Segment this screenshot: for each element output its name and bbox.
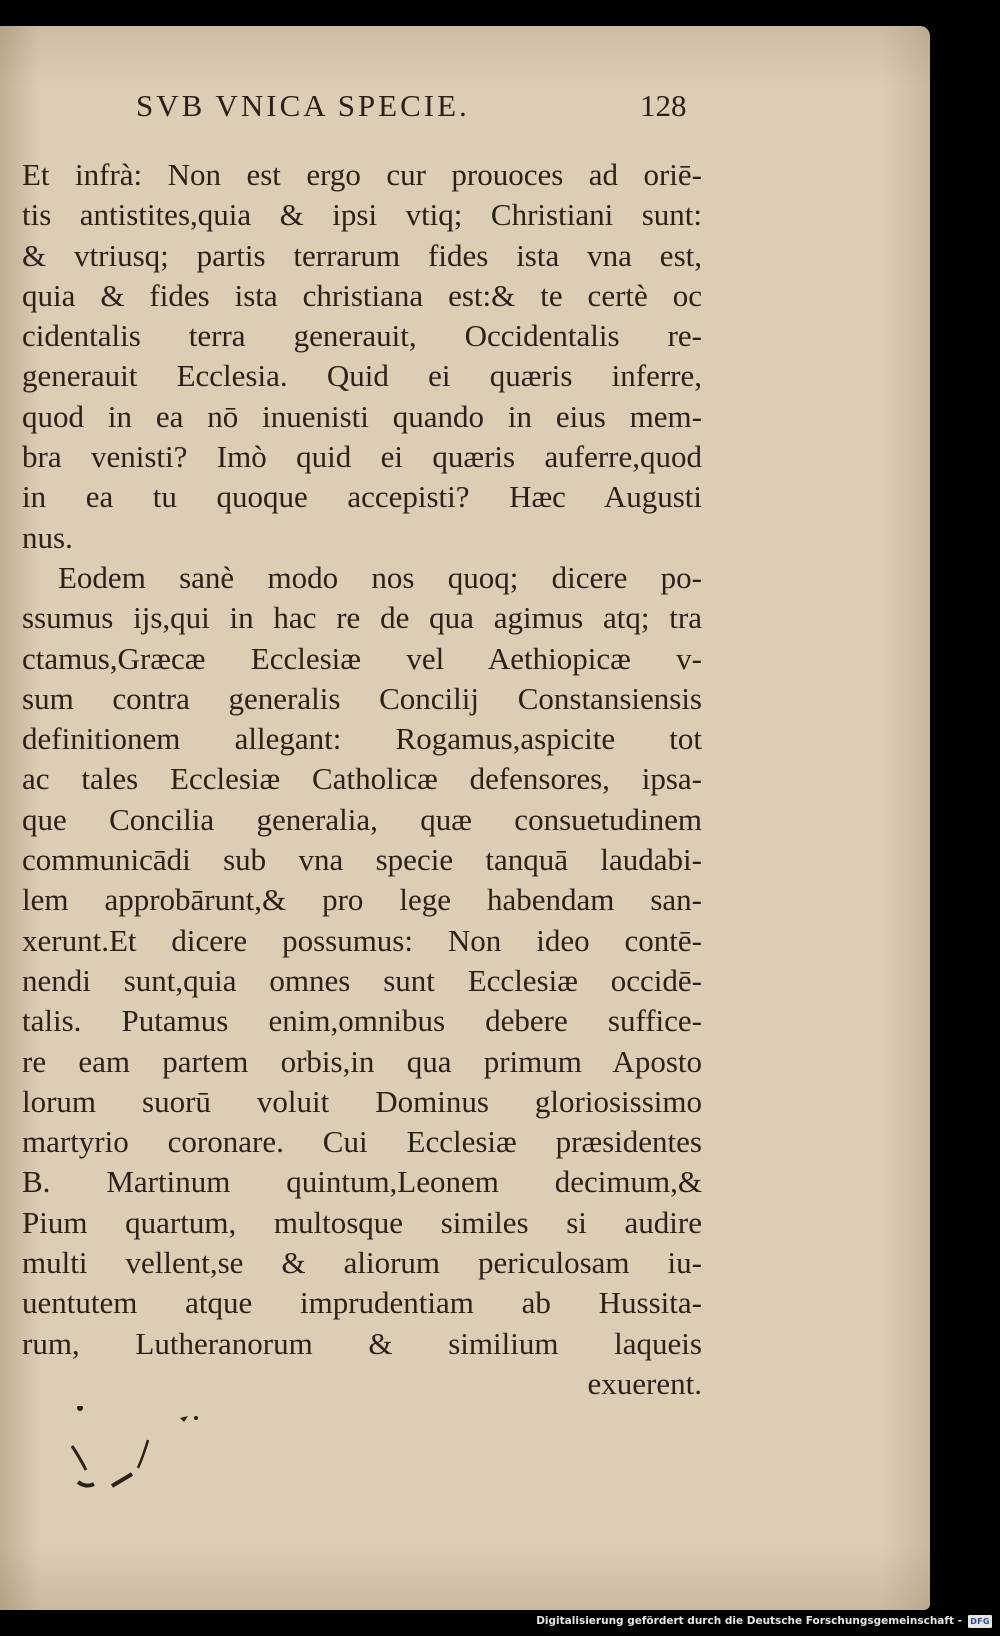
text-line: & vtriusq; partis terrarum fides ista vna est,	[22, 237, 702, 273]
text-line: quia & fides ista christiana est:& te certè oc	[22, 277, 702, 313]
text-line: tis antistites,quia & ipsi vtiq; Christiani sunt:	[22, 197, 702, 233]
text-line: ac tales Ecclesiæ Catholicæ defensores, ipsa-	[22, 761, 702, 797]
text-line: nus.	[22, 519, 73, 555]
text-line: ssumus ijs,qui in hac re de qua agimus atq; tra	[22, 600, 702, 636]
text-line: cidentalis terra generauit, Occidentalis re-	[22, 318, 702, 354]
text-line: Pium quartum, multosque similes si audire	[22, 1204, 702, 1240]
text-line: multi vellent,se & aliorum periculosam iu-	[22, 1245, 702, 1281]
text-line: talis. Putamus enim,omnibus debere suffice-	[22, 1003, 702, 1039]
text-line: communicādi sub vna specie tanquā laudabi-	[22, 842, 702, 878]
text-line: Et infrà: Non est ergo cur prouoces ad oriē-	[22, 157, 702, 192]
text-line: ctamus,Græcæ Ecclesiæ vel Aethiopicæ v-	[22, 640, 702, 676]
text-line: que Concilia generalia, quæ consuetudinem	[22, 801, 702, 837]
text-line: bra venisti? Imò quid ei quæris auferre,quod	[22, 439, 702, 475]
text-line: lem approbārunt,& pro lege habendam san-	[22, 882, 702, 918]
catchword: exuerent.	[587, 1365, 702, 1401]
digitization-footer	[536, 1610, 992, 1632]
running-head: SVB VNICA SPECIE.	[136, 88, 470, 123]
text-line: generauit Ecclesia. Quid ei quæris inferre,	[22, 358, 702, 394]
book-page	[0, 26, 930, 1610]
text-line: re eam partem orbis,in qua primum Aposto	[22, 1043, 702, 1079]
text-line: definitionem allegant: Rogamus,aspicite tot	[22, 721, 702, 757]
text-line: sum contra generalis Concilij Constansiensis	[22, 680, 702, 716]
text-line: xerunt.Et dicere possumus: Non ideo contē-	[22, 922, 702, 958]
text-line: uentutem atque imprudentiam ab Hussita-	[22, 1285, 702, 1321]
page-number: 128	[640, 88, 687, 123]
text-line: lorum suorū voluit Dominus gloriosissimo	[22, 1083, 702, 1119]
text-line: nendi sunt,quia omnes sunt Ecclesiæ occidē-	[22, 962, 702, 998]
text-line: quod in ea nō inuenisti quando in eius mem-	[22, 398, 702, 434]
signature-mark	[60, 1406, 220, 1526]
text-line: Eodem sanè modo nos quoq; dicere po-	[58, 559, 702, 595]
text-line: B. Martinum quintum,Leonem decimum,&	[22, 1164, 702, 1200]
dfg-logo-icon: DFG	[968, 1615, 992, 1628]
text-line: in ea tu quoque accepisti? Hæc Augusti	[22, 479, 702, 515]
text-line: martyrio coronare. Cui Ecclesiæ præsidentes	[22, 1124, 702, 1160]
body-text	[22, 155, 702, 1404]
text-line: rum, Lutheranorum & similium laqueis	[22, 1325, 702, 1361]
funding-credit: Digitalisierung gefördert durch die Deutsche Forschungsgemeinschaft -	[536, 1615, 962, 1627]
